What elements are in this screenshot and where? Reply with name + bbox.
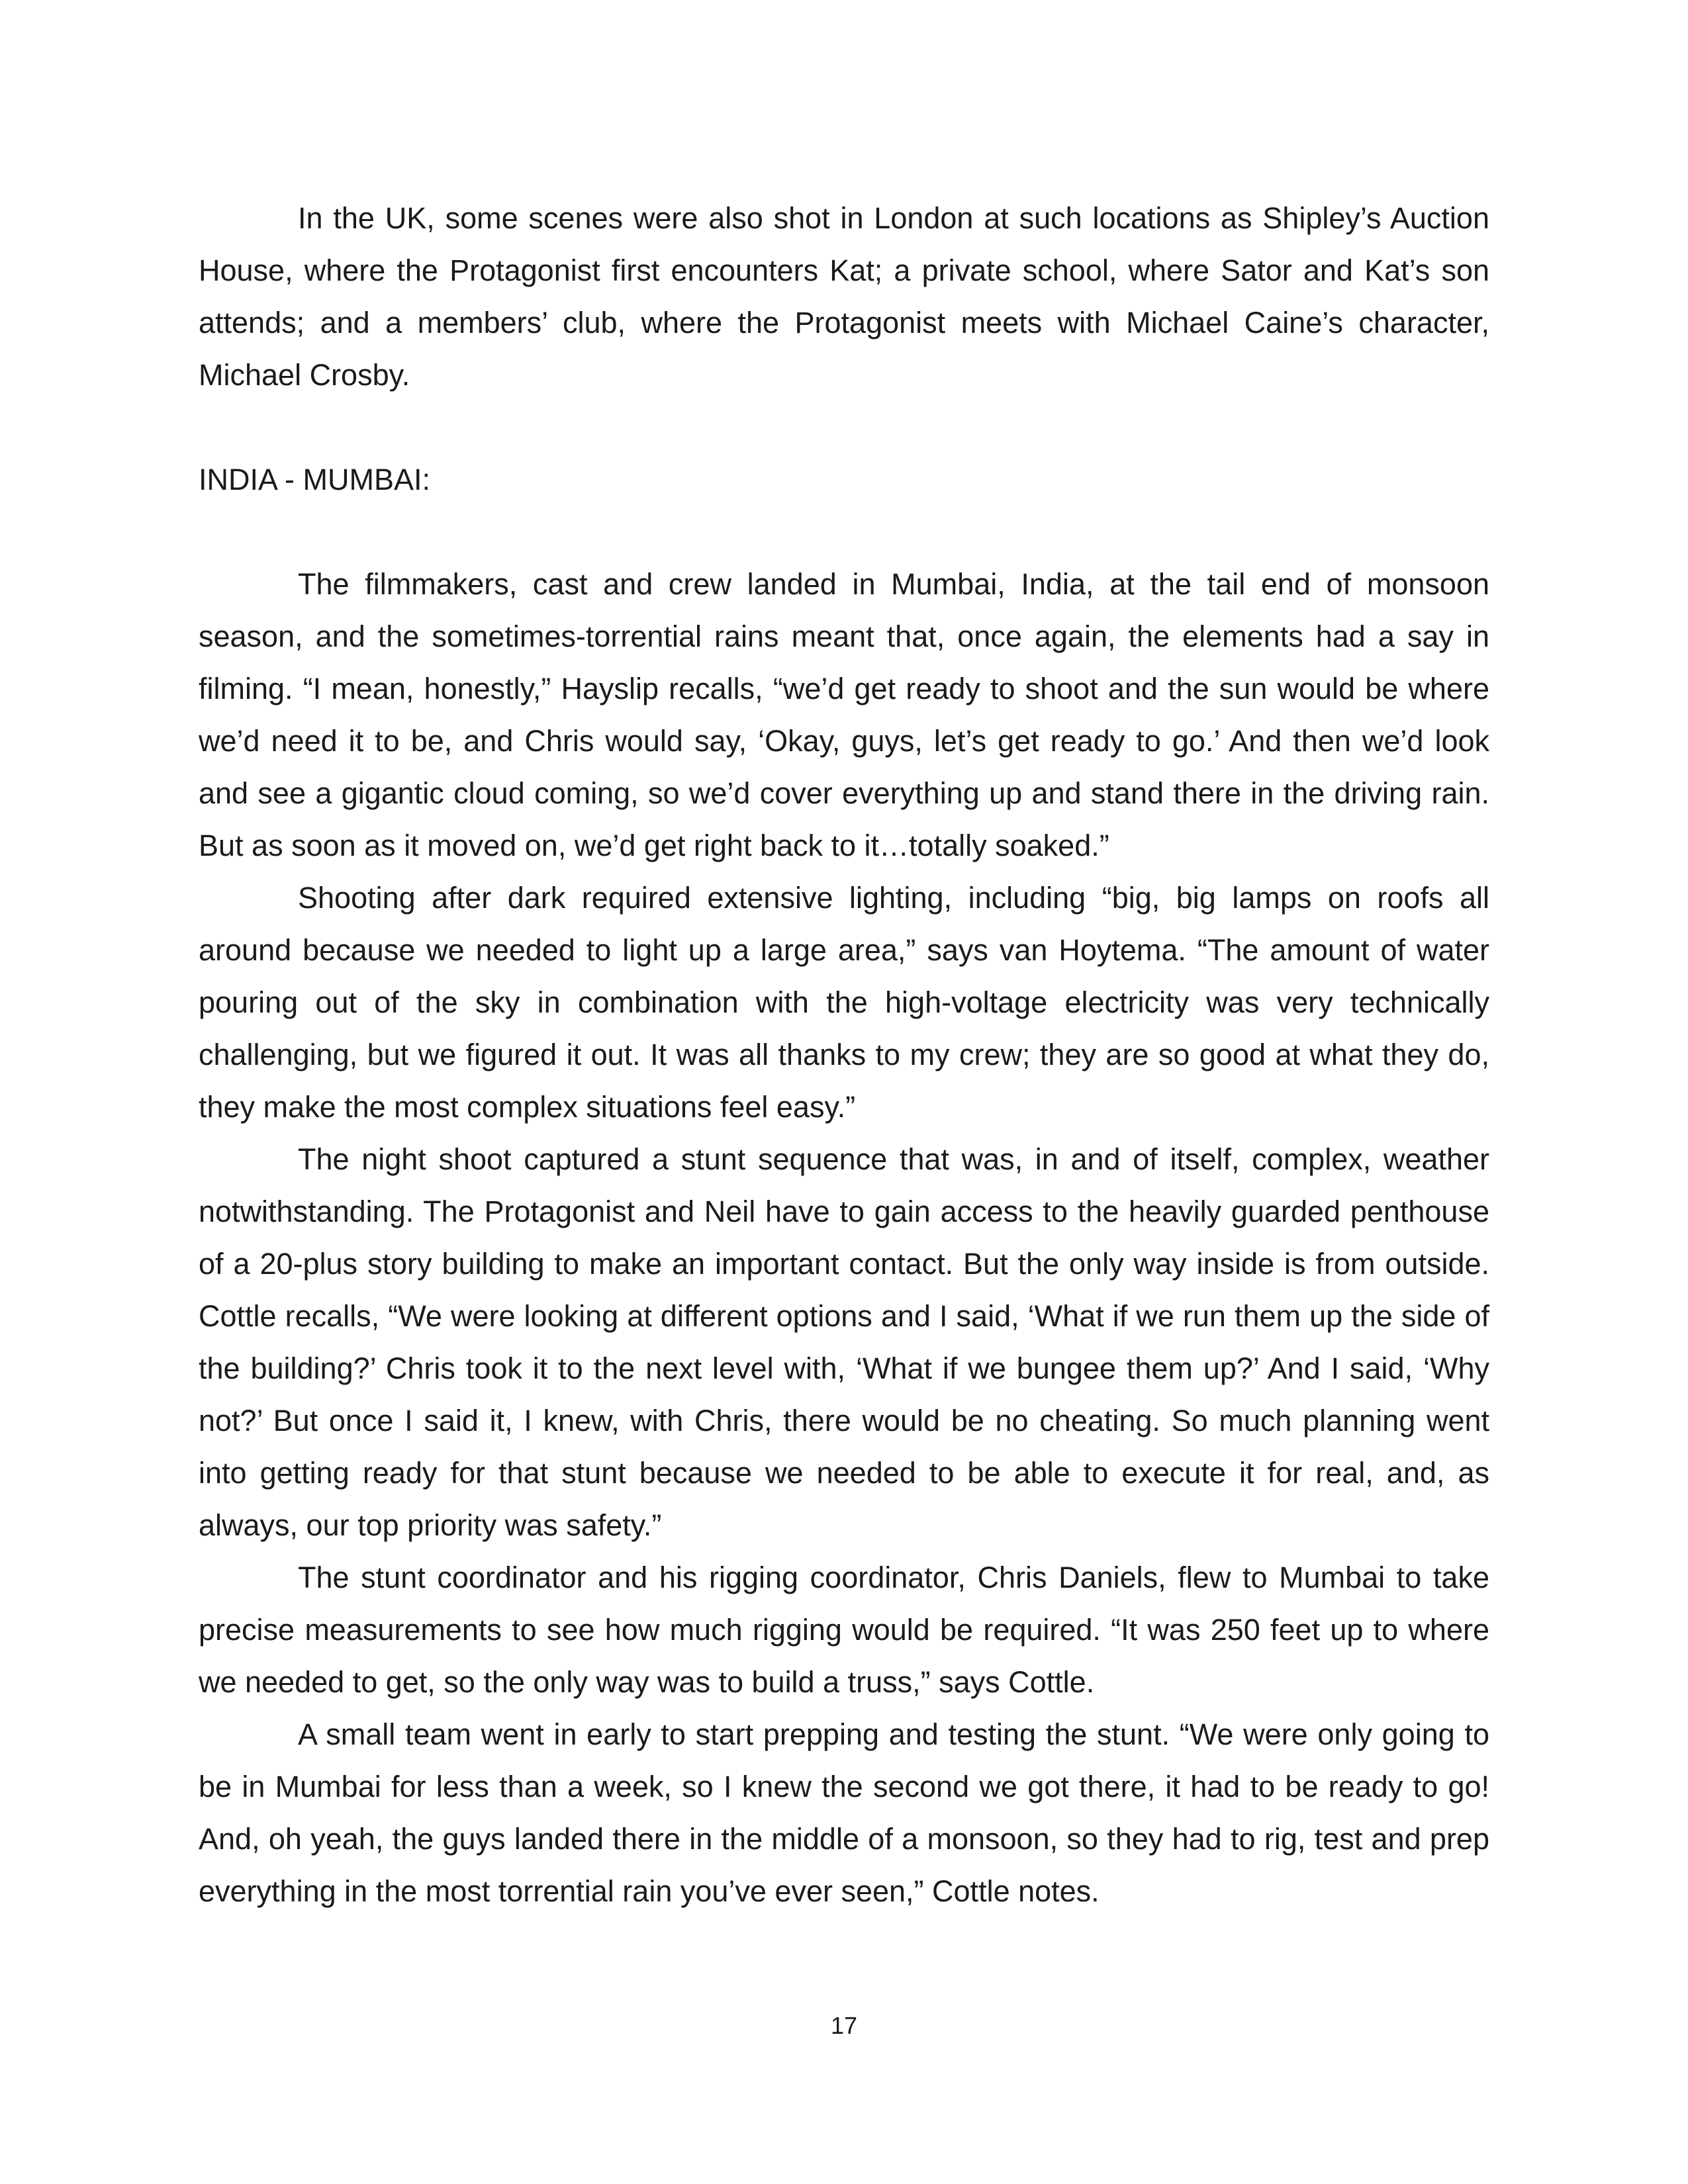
page-number: 17 — [830, 2012, 858, 2039]
paragraph-prep-team: A small team went in early to start prepping and testing the stunt. “We were only going to be in Mumbai for less than a week, so I knew the second we got there, it had to be ready to go! And, oh yeah, the guys landed there in the middle of a monsoon, so they had to rig, test and prep everything in the most torrential rain you’ve ever seen,” Cottle notes. — [199, 1717, 1489, 1908]
section-heading: INDIA - MUMBAI: — [199, 463, 431, 496]
paragraph-stunt-sequence: The night shoot captured a stunt sequence that was, in and of itself, complex, weather notwithstanding. The Protagonist and Neil have to gain access to the heavily guarded penthouse of a 20-plus story building to make an important contact. But the only way inside is from outside. Cottle recalls, “We were looking at different options and I said, ‘What if we run them up the side of the building?’ Chris took it to the next level with, ‘What if we bungee them up?’ And I said, ‘Why not?’ But once I said it, I knew, with Chris, there would be no cheating. So much planning went into getting ready for that stunt because we needed to be able to execute it for real, and, as always, our top priority was safety.” — [199, 1142, 1489, 1542]
paragraph-rigging: The stunt coordinator and his rigging coordinator, Chris Daniels, flew to Mumbai to take precise measurements to see how much rigging would be required. “It was 250 feet up to where we needed to get, so the only way was to build a truss,” says Cottle. — [199, 1561, 1489, 1699]
paragraph-night-lighting: Shooting after dark required extensive lighting, including “big, big lamps on roofs all around because we needed to light up a large area,” says van Hoytema. “The amount of water pouring out of the sky in combination with the high-voltage electricity was very technically challenging, but we figured it out. It was all thanks to my crew; they are so good at what they do, they make the most complex situations feel easy.” — [199, 881, 1489, 1124]
paragraph-uk-locations: In the UK, some scenes were also shot in London at such locations as Shipley’s Auction House, where the Protagonist first encounters Kat; a private school, where Sator and Kat’s son attends; and a members’ club, where the Protagonist meets with Michael Caine’s character, Michael Crosby. — [199, 201, 1489, 392]
paragraph-mumbai-arrival: The filmmakers, cast and crew landed in Mumbai, India, at the tail end of monsoon season, and the sometimes-torrential rains meant that, once again, the elements had a say in filming. “I mean, honestly,” Hayslip recalls, “we’d get ready to shoot and the sun would be where we’d need it to be, and Chris would say, ‘Okay, guys, let’s get ready to go.’ And then we’d look and see a gigantic cloud coming, so we’d cover everything up and stand there in the driving rain. But as soon as it moved on, we’d get right back to it…totally soaked.” — [199, 567, 1489, 862]
document-body — [199, 192, 1489, 1917]
